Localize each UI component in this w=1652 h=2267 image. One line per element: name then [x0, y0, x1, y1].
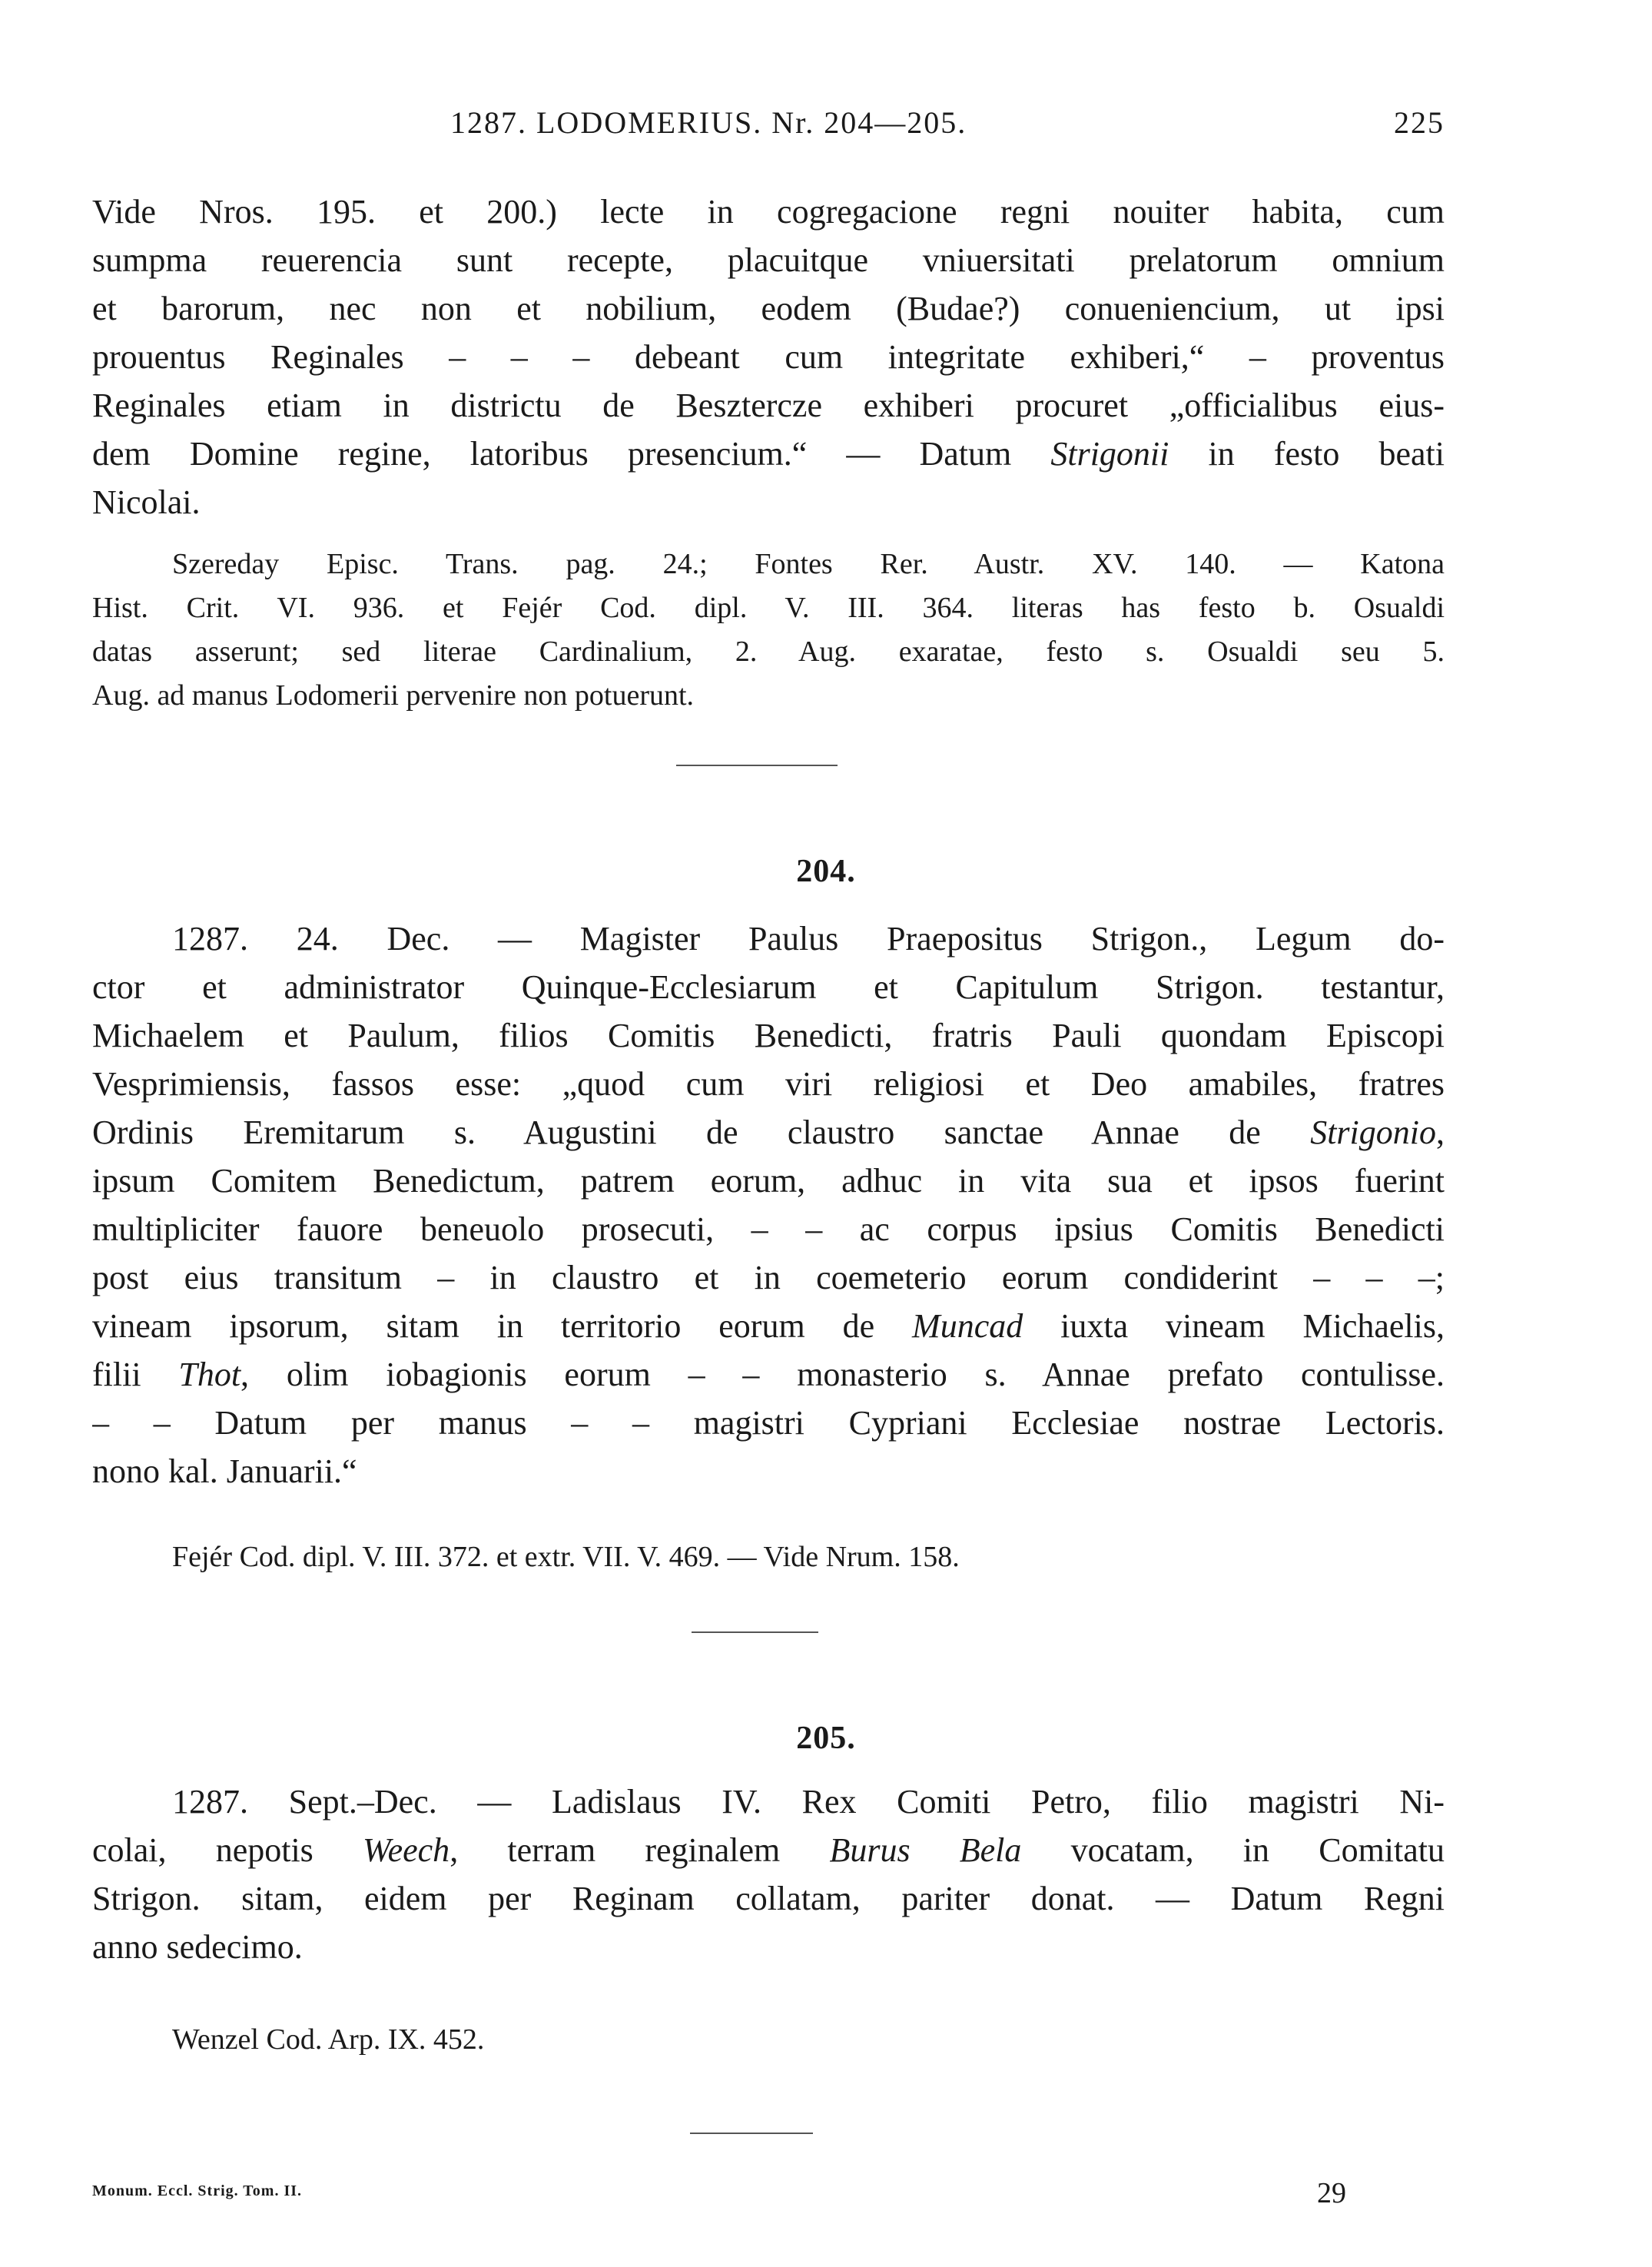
- text-line: colai, nepotis Weech, terram reginalem Burus Bela vocatam, in Comitatu: [92, 1831, 1445, 1869]
- text-line: et barorum, nec non et nobilium, eodem (Budae?) conueniencium, ut ipsi: [92, 290, 1445, 327]
- entry-205-source: [92, 2018, 1445, 2062]
- text-line: Nicolai.: [92, 483, 201, 521]
- text-line: Vesprimiensis, fassos esse: „quod cum viri religiosi et Deo amabiles, fratres: [92, 1065, 1445, 1103]
- text-line: prouentus Reginales – – – debeant cum integritate exhiberi,“ – proventus: [92, 338, 1445, 376]
- text-line: multipliciter fauore beneuolo prosecuti, – – ac corpus ipsius Comitis Benedicti: [92, 1210, 1445, 1248]
- entry-205-text: [92, 1777, 1445, 1971]
- text-line: dem Domine regine, latoribus presencium.“ — Datum Strigonii in festo beati: [92, 435, 1445, 473]
- source-lines: [92, 543, 1445, 718]
- text-line: Strigon. sitam, eidem per Reginam collatam, pariter donat. — Datum Regni: [92, 1880, 1445, 1917]
- text-line: sumpma reuerencia sunt recepte, placuitque vniuersitati prelatorum omnium: [92, 241, 1445, 279]
- text-line: filii Thot, olim iobagionis eorum – – monasterio s. Annae prefato contulisse.: [92, 1356, 1445, 1393]
- continued-paragraph: [92, 188, 1445, 526]
- text-line: anno sedecimo.: [92, 1928, 303, 1966]
- text-line: Szereday Episc. Trans. pag. 24.; Fontes Rer. Austr. XV. 140. — Katona: [172, 548, 1445, 580]
- sheet-number: 29: [1317, 2177, 1346, 2209]
- entry-204-text: [92, 914, 1445, 1495]
- text-line: Vide Nros. 195. et 200.) lecte in cogregacione regni nouiter habita, cum: [92, 193, 1445, 231]
- entry-205-lines: [92, 1777, 1445, 1971]
- text-line: datas asserunt; sed literae Cardinalium, 2. Aug. exaratae, festo s. Osualdi seu 5.: [92, 636, 1445, 668]
- entry-number-205: 205.: [796, 1721, 856, 1756]
- section-divider: [676, 765, 838, 766]
- text-line: 1287. Sept.–Dec. — Ladislaus IV. Rex Comiti Petro, filio magistri Ni-: [172, 1783, 1445, 1821]
- paragraph-lines: [92, 188, 1445, 526]
- text-line: Michaelem et Paulum, filios Comitis Benedicti, fratris Pauli quondam Episcopi: [92, 1017, 1445, 1054]
- page-number: 225: [1394, 105, 1445, 140]
- text-line: ipsum Comitem Benedictum, patrem eorum, adhuc in vita sua et ipsos fuerint: [92, 1162, 1445, 1200]
- entry-number-204: 204.: [796, 854, 856, 889]
- running-title: 1287. LODOMERIUS. Nr. 204—205.: [450, 105, 967, 140]
- section-divider: [690, 2133, 813, 2134]
- text-line: nono kal. Januarii.“: [92, 1452, 357, 1490]
- text-line: Reginales etiam in districtu de Besztercze exhiberi procuret „officialibus eius-: [92, 387, 1445, 424]
- section-divider: [692, 1631, 818, 1633]
- text-line: 1287. 24. Dec. — Magister Paulus Praepositus Strigon., Legum do-: [172, 920, 1445, 958]
- text-line: Hist. Crit. VI. 936. et Fejér Cod. dipl. V. III. 364. literas has festo b. Osualdi: [92, 592, 1445, 624]
- printer-signature: Monum. Eccl. Strig. Tom. II.: [92, 2182, 303, 2199]
- source-note-203: [92, 543, 1445, 718]
- entry-204-source-text: Fejér Cod. dipl. V. III. 372. et extr. VII. V. 469. — Vide Nrum. 158.: [172, 1541, 960, 1573]
- text-line: ctor et administrator Quinque-Ecclesiarum et Capitulum Strigon. testantur,: [92, 968, 1445, 1006]
- text-line: Aug. ad manus Lodomerii pervenire non potuerunt.: [92, 679, 695, 712]
- entry-205-source-text: Wenzel Cod. Arp. IX. 452.: [172, 2023, 485, 2056]
- text-line: vineam ipsorum, sitam in territorio eorum de Muncad iuxta vineam Michaelis,: [92, 1307, 1445, 1345]
- entry-204-lines: [92, 914, 1445, 1495]
- entry-204-source: [92, 1535, 1445, 1579]
- text-line: post eius transitum – in claustro et in coemeterio eorum condiderint – – –;: [92, 1259, 1445, 1296]
- text-line: – – Datum per manus – – magistri Cypriani Ecclesiae nostrae Lectoris.: [92, 1404, 1445, 1442]
- text-line: Ordinis Eremitarum s. Augustini de claustro sanctae Annae de Strigonio,: [92, 1114, 1445, 1151]
